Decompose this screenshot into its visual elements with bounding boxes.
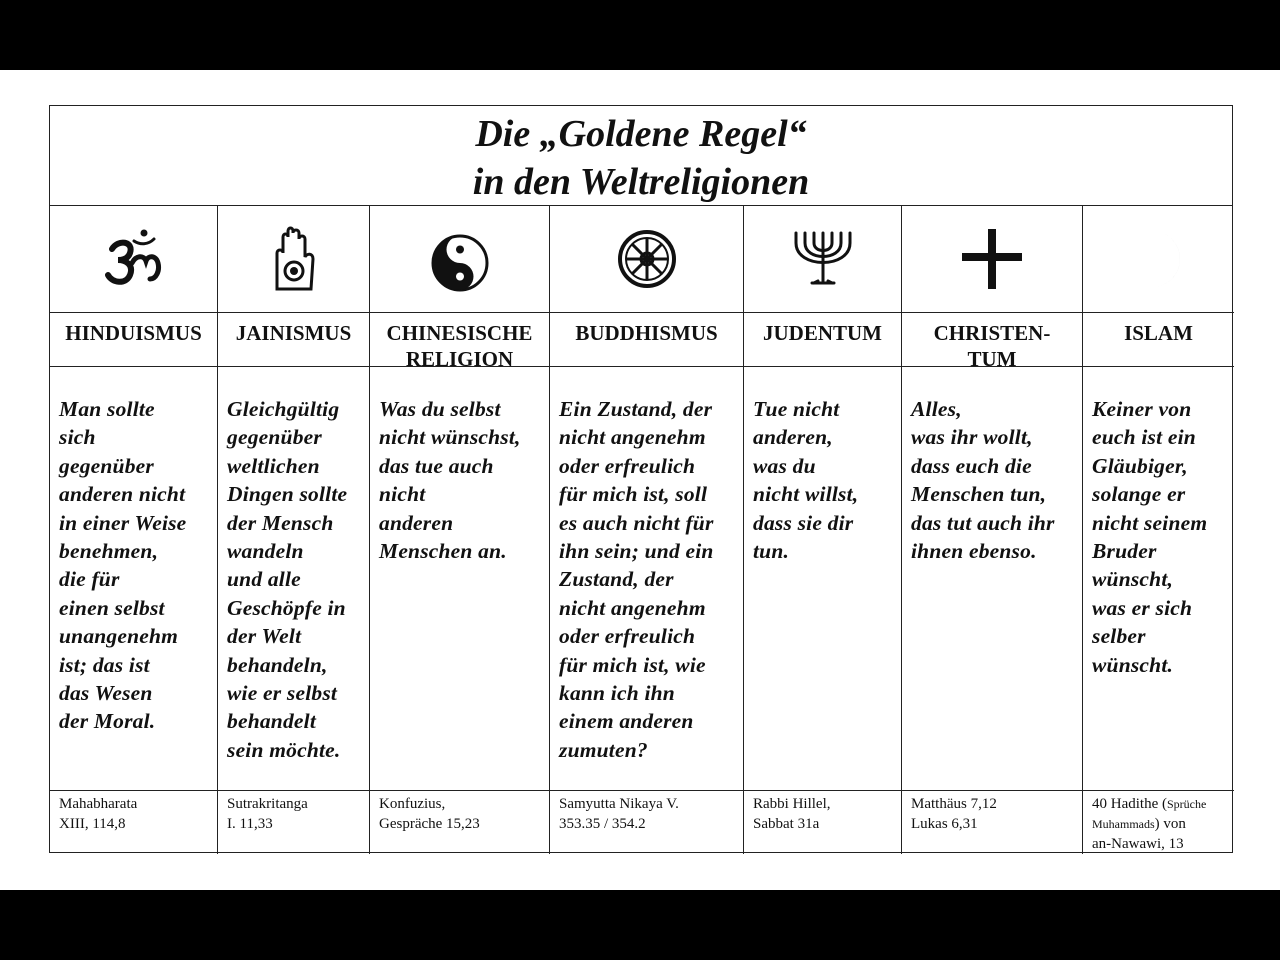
source-reference xyxy=(1083,791,1234,854)
icon-cell xyxy=(218,206,369,313)
source-reference: Konfuzius, Gespräche 15,23 xyxy=(379,796,480,832)
religion-name: HINDUISMUS xyxy=(50,313,217,367)
om-icon xyxy=(104,227,164,291)
golden-rule-table xyxy=(49,105,1233,853)
title-line-1: Die „Goldene Regel“ xyxy=(475,113,807,155)
religion-name: JAINISMUS xyxy=(218,313,369,367)
column-judentum xyxy=(744,206,902,854)
slide-page xyxy=(0,70,1280,890)
religion-name: JUDENTUM xyxy=(744,313,901,367)
religion-columns xyxy=(50,206,1232,854)
column-jainismus xyxy=(218,206,370,854)
source-part: 40 Hadithe ( xyxy=(1092,796,1167,812)
religion-name: BUDDHISMUS xyxy=(550,313,743,367)
icon-cell xyxy=(550,206,743,313)
golden-rule-quote: Tue nicht anderen, was du nicht willst, dass sie dir tun. xyxy=(744,367,901,791)
title-line-2: in den Weltreligionen xyxy=(472,161,810,203)
column-chinesische-religion xyxy=(370,206,550,854)
golden-rule-quote: Ein Zustand, der nicht angenehm oder erfreulich für mich ist, soll es auch nicht für ihn sein; und ein Zustand, der nicht angenehm oder erfreulich für mich ist, wie kann ich ihn einem anderen zumuten? xyxy=(550,367,743,791)
yin-yang-icon xyxy=(430,233,490,293)
source-reference: Rabbi Hillel, Sabbat 31a xyxy=(753,796,831,832)
religion-name: CHINESISCHE RELIGION xyxy=(370,313,549,367)
column-islam xyxy=(1083,206,1234,854)
source-part: ) von an-Nawawi, 13 xyxy=(1092,816,1186,852)
column-hinduismus xyxy=(50,206,218,854)
jain-hand-icon xyxy=(271,223,317,295)
icon-cell xyxy=(50,206,217,313)
golden-rule-quote: Gleichgültig gegenüber weltlichen Dingen sollte der Mensch wandeln und alle Geschöpfe in der Welt behandeln, wie er selbst behandelt sein möchte. xyxy=(218,367,369,791)
menorah-icon xyxy=(788,229,858,289)
icon-cell xyxy=(902,206,1082,313)
icon-cell xyxy=(744,206,901,313)
religion-name: CHRISTEN- TUM xyxy=(902,313,1082,367)
source-reference: Matthäus 7,12 Lukas 6,31 xyxy=(911,796,997,832)
golden-rule-quote: Was du selbst nicht wünschst, das tue auch nicht anderen Menschen an. xyxy=(370,367,549,791)
source-reference: Samyutta Nikaya V. 353.35 / 354.2 xyxy=(559,796,679,832)
cross-icon xyxy=(960,227,1024,291)
crescent-icon xyxy=(1134,228,1184,290)
golden-rule-quote: Man sollte sich gegenüber anderen nicht in einer Weise benehmen, die für einen selbst unangenehm ist; das ist das Wesen der Moral. xyxy=(50,367,217,791)
source-part-small: Sprüche Muhammads xyxy=(1092,797,1207,831)
column-christentum xyxy=(902,206,1083,854)
source-reference: Mahabharata XIII, 114,8 xyxy=(59,796,138,832)
table-title xyxy=(50,106,1232,206)
golden-rule-quote: Alles, was ihr wollt, dass euch die Menschen tun, das tut auch ihr ihnen ebenso. xyxy=(902,367,1082,791)
golden-rule-quote: Keiner von euch ist ein Gläubiger, solange er nicht seinem Bruder wünscht, was er sich selber wünscht. xyxy=(1083,367,1234,791)
icon-cell xyxy=(1083,206,1234,313)
source-reference: Sutrakritanga I. 11,33 xyxy=(227,796,308,832)
column-buddhismus xyxy=(550,206,744,854)
religion-name: ISLAM xyxy=(1083,313,1234,367)
icon-cell xyxy=(370,206,549,313)
dharma-wheel-icon xyxy=(616,228,678,290)
